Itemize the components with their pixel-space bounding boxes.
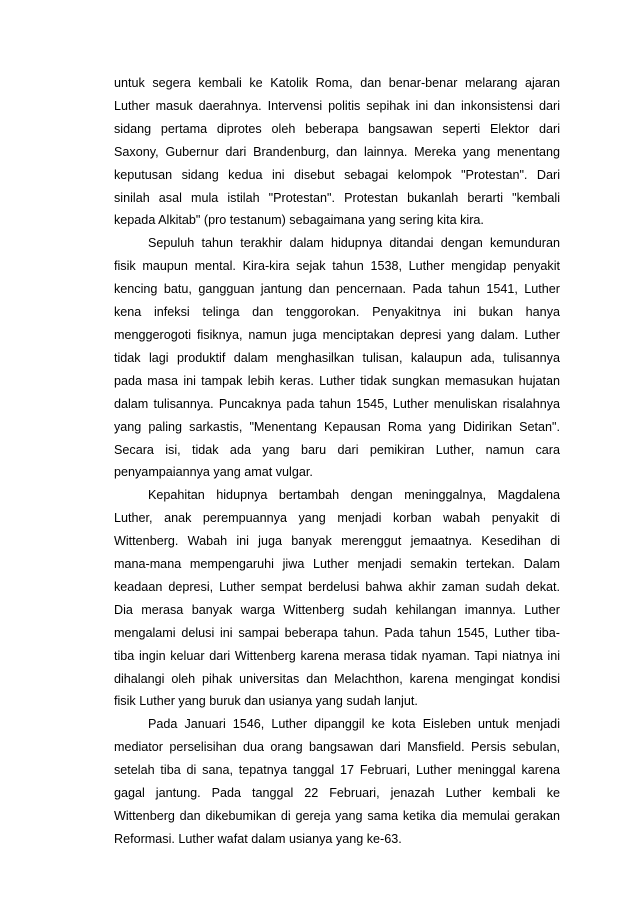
text-line: gagal jantung. Pada tanggal 22 Februari, jenazah Luther kembali ke xyxy=(114,786,560,801)
text-line: mengalami delusi ini sampai beberapa tahun. Pada tahun 1545, Luther tiba- xyxy=(114,625,560,640)
document-page xyxy=(114,72,560,851)
text-line: tiba ingin keluar dari Wittenberg karena merasa tidak nyaman. Tapi niatnya ini xyxy=(114,648,560,663)
text-line: Pada Januari 1546, Luther dipanggil ke kota Eisleben untuk menjadi xyxy=(148,717,560,732)
text-line: dalam tulisannya. Puncaknya pada tahun 1545, Luther menuliskan risalahnya xyxy=(114,396,560,411)
text-line: Saxony, Gubernur dari Brandenburg, dan lainnya. Mereka yang menentang xyxy=(114,144,560,159)
paragraph-3 xyxy=(114,484,560,713)
text-line: Luther masuk daerahnya. Intervensi politis sepihak ini dan inkonsistensi dari xyxy=(114,98,560,113)
text-line: untuk segera kembali ke Katolik Roma, dan benar-benar melarang ajaran xyxy=(114,76,560,90)
text-line: mana-mana mempengaruhi jiwa Luther menjadi semakin tertekan. Dalam xyxy=(114,557,560,572)
text-line: keadaan depresi, Luther sempat berdelusi bahwa akhir zaman sudah dekat. xyxy=(114,579,560,594)
text-line: keputusan sidang kedua ini disebut sebagai kelompok "Protestan". Dari xyxy=(114,167,560,182)
paragraph-4 xyxy=(114,713,560,850)
text-line: Wittenberg dan dikebumikan di gereja yang sama ketika dia memulai gerakan xyxy=(114,809,560,823)
text-line: mediator perselisihan dua orang bangsawan dari Mansfield. Persis sebulan, xyxy=(114,740,560,755)
text-line: kena infeksi telinga dan tenggorokan. Penyakitnya ini bukan hanya xyxy=(114,305,560,320)
text-line: kencing batu, gangguan jantung dan pencernaan. Pada tahun 1541, Luther xyxy=(114,282,560,297)
text-line: Luther, anak perempuannya yang menjadi korban wabah penyakit di xyxy=(114,511,560,526)
text-line: pada masa ini tampak lebih keras. Luther tidak sungkan memasukan hujatan xyxy=(114,373,560,388)
text-line: sidang pertama diprotes oleh beberapa bangsawan seperti Elektor dari xyxy=(114,121,560,136)
text-line: menggerogoti fisiknya, namun juga menciptakan depresi yang dalam. Luther xyxy=(114,327,560,342)
text-line: Secara isi, tidak ada yang baru dari pemikiran Luther, namun cara xyxy=(114,442,560,457)
text-line: penyampaiannya yang amat vulgar. xyxy=(114,465,313,480)
text-line: fisik maupun mental. Kira-kira sejak tahun 1538, Luther mengidap penyakit xyxy=(114,259,560,274)
paragraph-2 xyxy=(114,232,560,484)
text-line: yang paling sarkastis, "Menentang Kepausan Roma yang Didirikan Setan". xyxy=(114,419,560,434)
text-line: Reformasi. Luther wafat dalam usianya yang ke-63. xyxy=(114,831,402,846)
text-line: kepada Alkitab" (pro testanum) sebagaimana yang sering kita kira. xyxy=(114,213,484,228)
text-line: Sepuluh tahun terakhir dalam hidupnya ditandai dengan kemunduran xyxy=(148,236,560,251)
text-line: setelah tiba di sana, tepatnya tanggal 17 Februari, Luther meninggal karena xyxy=(114,763,560,778)
text-line: Dia merasa banyak warga Wittenberg sudah kehilangan imannya. Luther xyxy=(114,602,560,617)
text-line: Kepahitan hidupnya bertambah dengan meninggalnya, Magdalena xyxy=(148,488,560,503)
text-line: tidak lagi produktif dalam menghasilkan tulisan, kalaupun ada, tulisannya xyxy=(114,350,560,365)
text-line: sinilah asal mula istilah "Protestan". Protestan bukanlah berarti "kembali xyxy=(114,190,560,205)
paragraph-1 xyxy=(114,72,560,232)
text-line: Wittenberg. Wabah ini juga banyak merenggut jemaatnya. Kesedihan di xyxy=(114,534,560,549)
text-line: fisik Luther yang buruk dan usianya yang sudah lanjut. xyxy=(114,694,418,709)
text-line: dihalangi oleh pihak universitas dan Melachthon, karena mengingat kondisi xyxy=(114,671,560,686)
